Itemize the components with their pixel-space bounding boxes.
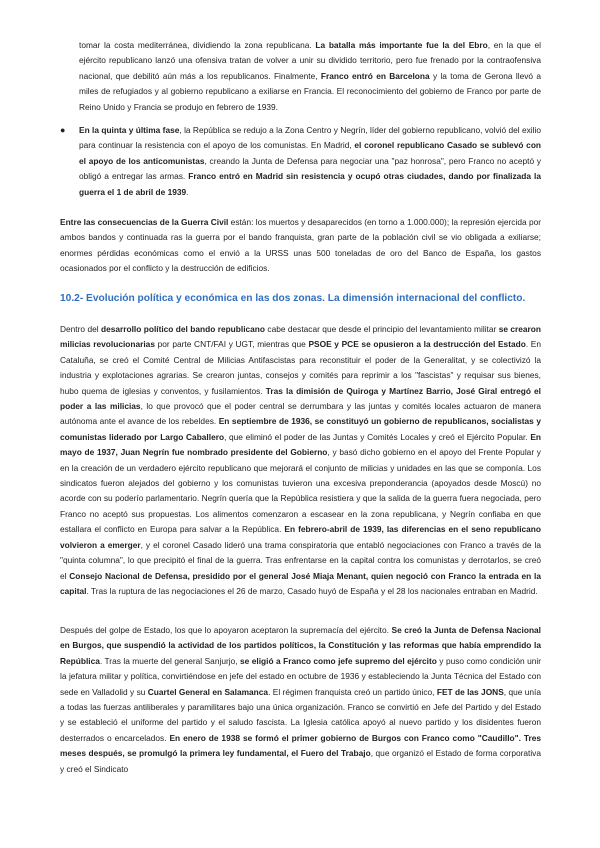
bold-run: La batalla más importante fue la del Ebro — [315, 40, 488, 50]
bold-run: el coronel republicano Casado se sublevó con el apoyo de los anticomunistas — [79, 140, 542, 166]
paragraph-consequences — [60, 215, 541, 277]
bold-run: Tras la dimisión de Quiroga y Martínez Barrio, José Giral entregó el poder a las milicias — [60, 385, 541, 412]
bold-run: desarrollo político del bando republicano — [101, 324, 265, 334]
text-run: , creando la Junta de Defensa para negociar una "paz honrosa", pero Franco no aceptó y obligó a entregar las armas. — [79, 155, 542, 182]
text-run: , que unía a todas las fuerzas antiliberales y paramilitares bajo una única organización. Franco se convirtió en Jefe del Partido y del Estado y se estableció el uniforme del partido y el saludo fascista. La Iglesia católica apoyó al nuevo partido y los disidentes fueron desterrados o encarcelados. — [60, 686, 542, 743]
text-run: . Tras la ruptura de las negociaciones el 26 de marzo, Casado huyó de España y el 28 los nacionales entraban en Madrid. — [86, 585, 538, 596]
text-run: , y el coronel Casado lideró una trama conspiratoria que entabló negociaciones con Franco a través de la "quinta columna", lo que precipitó el final de la guerra. Tras enfrentarse en la capital contra los comunistas y derrotarlos, se creó el — [60, 539, 541, 581]
bold-run: Entre las consecuencias de la Guerra Civil — [60, 217, 229, 227]
text-run: y la toma de Gerona llevó a miles de refugiados y al gobierno republicano a exiliarse en Francia. El reconocimiento del gobierno de Franco por parte de Reino Unido y Francia se produjo en febrero de 1939. — [79, 70, 542, 112]
text-run: , que eliminó el poder de las Juntas y Comités Locales y creó el Ejército Popular. — [224, 431, 531, 442]
bold-run: En enero de 1938 se formó el primer gobierno de Burgos con Franco como "Caudillo". Tres meses después, se promulgó la primera ley fundamental, el Fuero del Trabajo — [60, 732, 541, 759]
text-run: , lo que provocó que el poder central se derrumbara y las juntas y comités locales actuaron de manera autónoma ante el avance de los rebeldes. — [60, 401, 542, 427]
bold-run: Consejo Nacional de Defensa, presidido por el general José Miaja Menant, quien negoció con Franco la entrada en la capital — [60, 570, 542, 596]
text-run: están: los muertos y desaparecidos (en torno a 1.000.000); la represión ejercida por ambos bandos y continuada ras la guerra por el bando franquista, gran parte de la población civil se vio obligada a exiliarse; enormes pérdidas económicas como el envió a la URSS unas 500 toneladas de oro del Banco de España, los gastos ocasionados por el conflicto y la destrucción de edificios. — [60, 217, 541, 274]
bullet-text — [79, 123, 541, 200]
bold-run: Franco entró en Barcelona — [320, 70, 430, 81]
text-run: . El régimen franquista creó un partido único, — [268, 686, 437, 697]
text-run: cabe destacar que desde el principio del levantamiento militar — [265, 324, 499, 334]
text-run: . En Cataluña, se creó el Comité Central de Milicias Antifascistas para reconstituir el poder de la Generalitat, y se colectivizó la industria y explotaciones agrarias. Se crearon juntas, consejos y comités para reprimir a los "fascistas" y requisar sus bienes, hubo quema de iglesias y conventos, y fusilamientos. — [60, 339, 542, 396]
bold-run: PSOE y PCE se opusieron a la destrucción del Estado — [308, 339, 526, 350]
text-run: Después del golpe de Estado, los que lo apoyaron aceptaron la supremacía del ejército. — [60, 625, 392, 635]
bold-run: Cuartel General en Salamanca — [147, 686, 269, 697]
section-heading: 10.2- Evolución política y económica en las dos zonas. La dimensión internacional del conflicto. — [60, 293, 526, 304]
text-run: por parte CNT/FAI y UGT, mientras que — [154, 339, 309, 350]
paragraph-ebro — [79, 38, 541, 115]
bold-run: En septiembre de 1936, se constituyó un gobierno de republicanos, socialistas y comunistas liderado por Largo Caballero — [60, 416, 541, 442]
paragraph-republican — [60, 322, 541, 599]
text-run: . Tras la muerte del general Sanjurjo, — [99, 655, 241, 666]
bold-run: se crearon milicias revolucionarias — [60, 324, 541, 350]
text-run: , que organizó el Estado de forma corporativa y creó el Sindicato — [60, 748, 541, 774]
bold-run: En febrero-abril de 1939, las diferencias en el seno republicano volvieron a emerger — [60, 524, 541, 550]
bold-run: Franco entró en Madrid sin resistencia y ocupó otras ciudades, dando por finalizada la guerra el 1 de abril de 1939 — [79, 171, 542, 197]
bold-run: se eligió a Franco como jefe supremo del ejército — [240, 655, 437, 666]
text-run: , la República se redujo a la Zona Centro y Negrín, líder del gobierno republicano, volvió del exilio para continuar la resistencia con el apoyo de los comunistas. En Madrid, — [79, 125, 542, 151]
bold-run: FET de las JONS — [436, 686, 504, 697]
text-run: tomar la costa mediterránea, dividiendo la zona republicana. — [79, 40, 316, 50]
bold-run: Se creó la Junta de Defensa Nacional en Burgos, que suspendió la actividad de los partidos políticos, la Constitución y las reformas que había emprendido la República — [60, 625, 541, 666]
bold-run: En mayo de 1937, Juan Negrín fue nombrado presidente del Gobierno — [60, 431, 541, 458]
bullet-icon: ● — [60, 125, 66, 135]
text-run: , en la que el ejército republicano lanzó una ofensiva tratan de volver a unir su dividido territorio, pero fue frenado por la contraofensiva nacional, que debilitó aún más a los republicanos. Finalmente, — [79, 40, 541, 81]
text-run: . — [186, 186, 189, 197]
bold-run: En la quinta y última fase — [79, 125, 180, 135]
text-run: , y basó dicho gobierno en el apoyo del Frente Popular y en la creación de un verdadero ejército republicano que mejorará el conjunto de milicias y unidades en las que se componía. Los sindicatos fueron alejados del gobierno y los comunistas tuvieron una excesiva preponderancia (apoyados desde Moscú) no acorde con su poderío parlamentario. Negrín quería que la República resistiera y que la salida de la guerra fuera negociada, pero Franco no aceptó sus propuestas. Los alimentos comenzaron a escasear en la zona republicana, y Negrín confiaba en que estallara el conflicto en Europa para salvar a la República. — [60, 447, 541, 535]
text-run: y puso como condición unir la jefatura militar y política, convirtiéndose en jefe del estado en octubre de 1936 y estableciendo la Junta Técnica del Estado con sede en Valladolid y su — [60, 655, 541, 697]
paragraph-nationalist — [60, 623, 541, 777]
text-run: Dentro del — [60, 324, 101, 334]
